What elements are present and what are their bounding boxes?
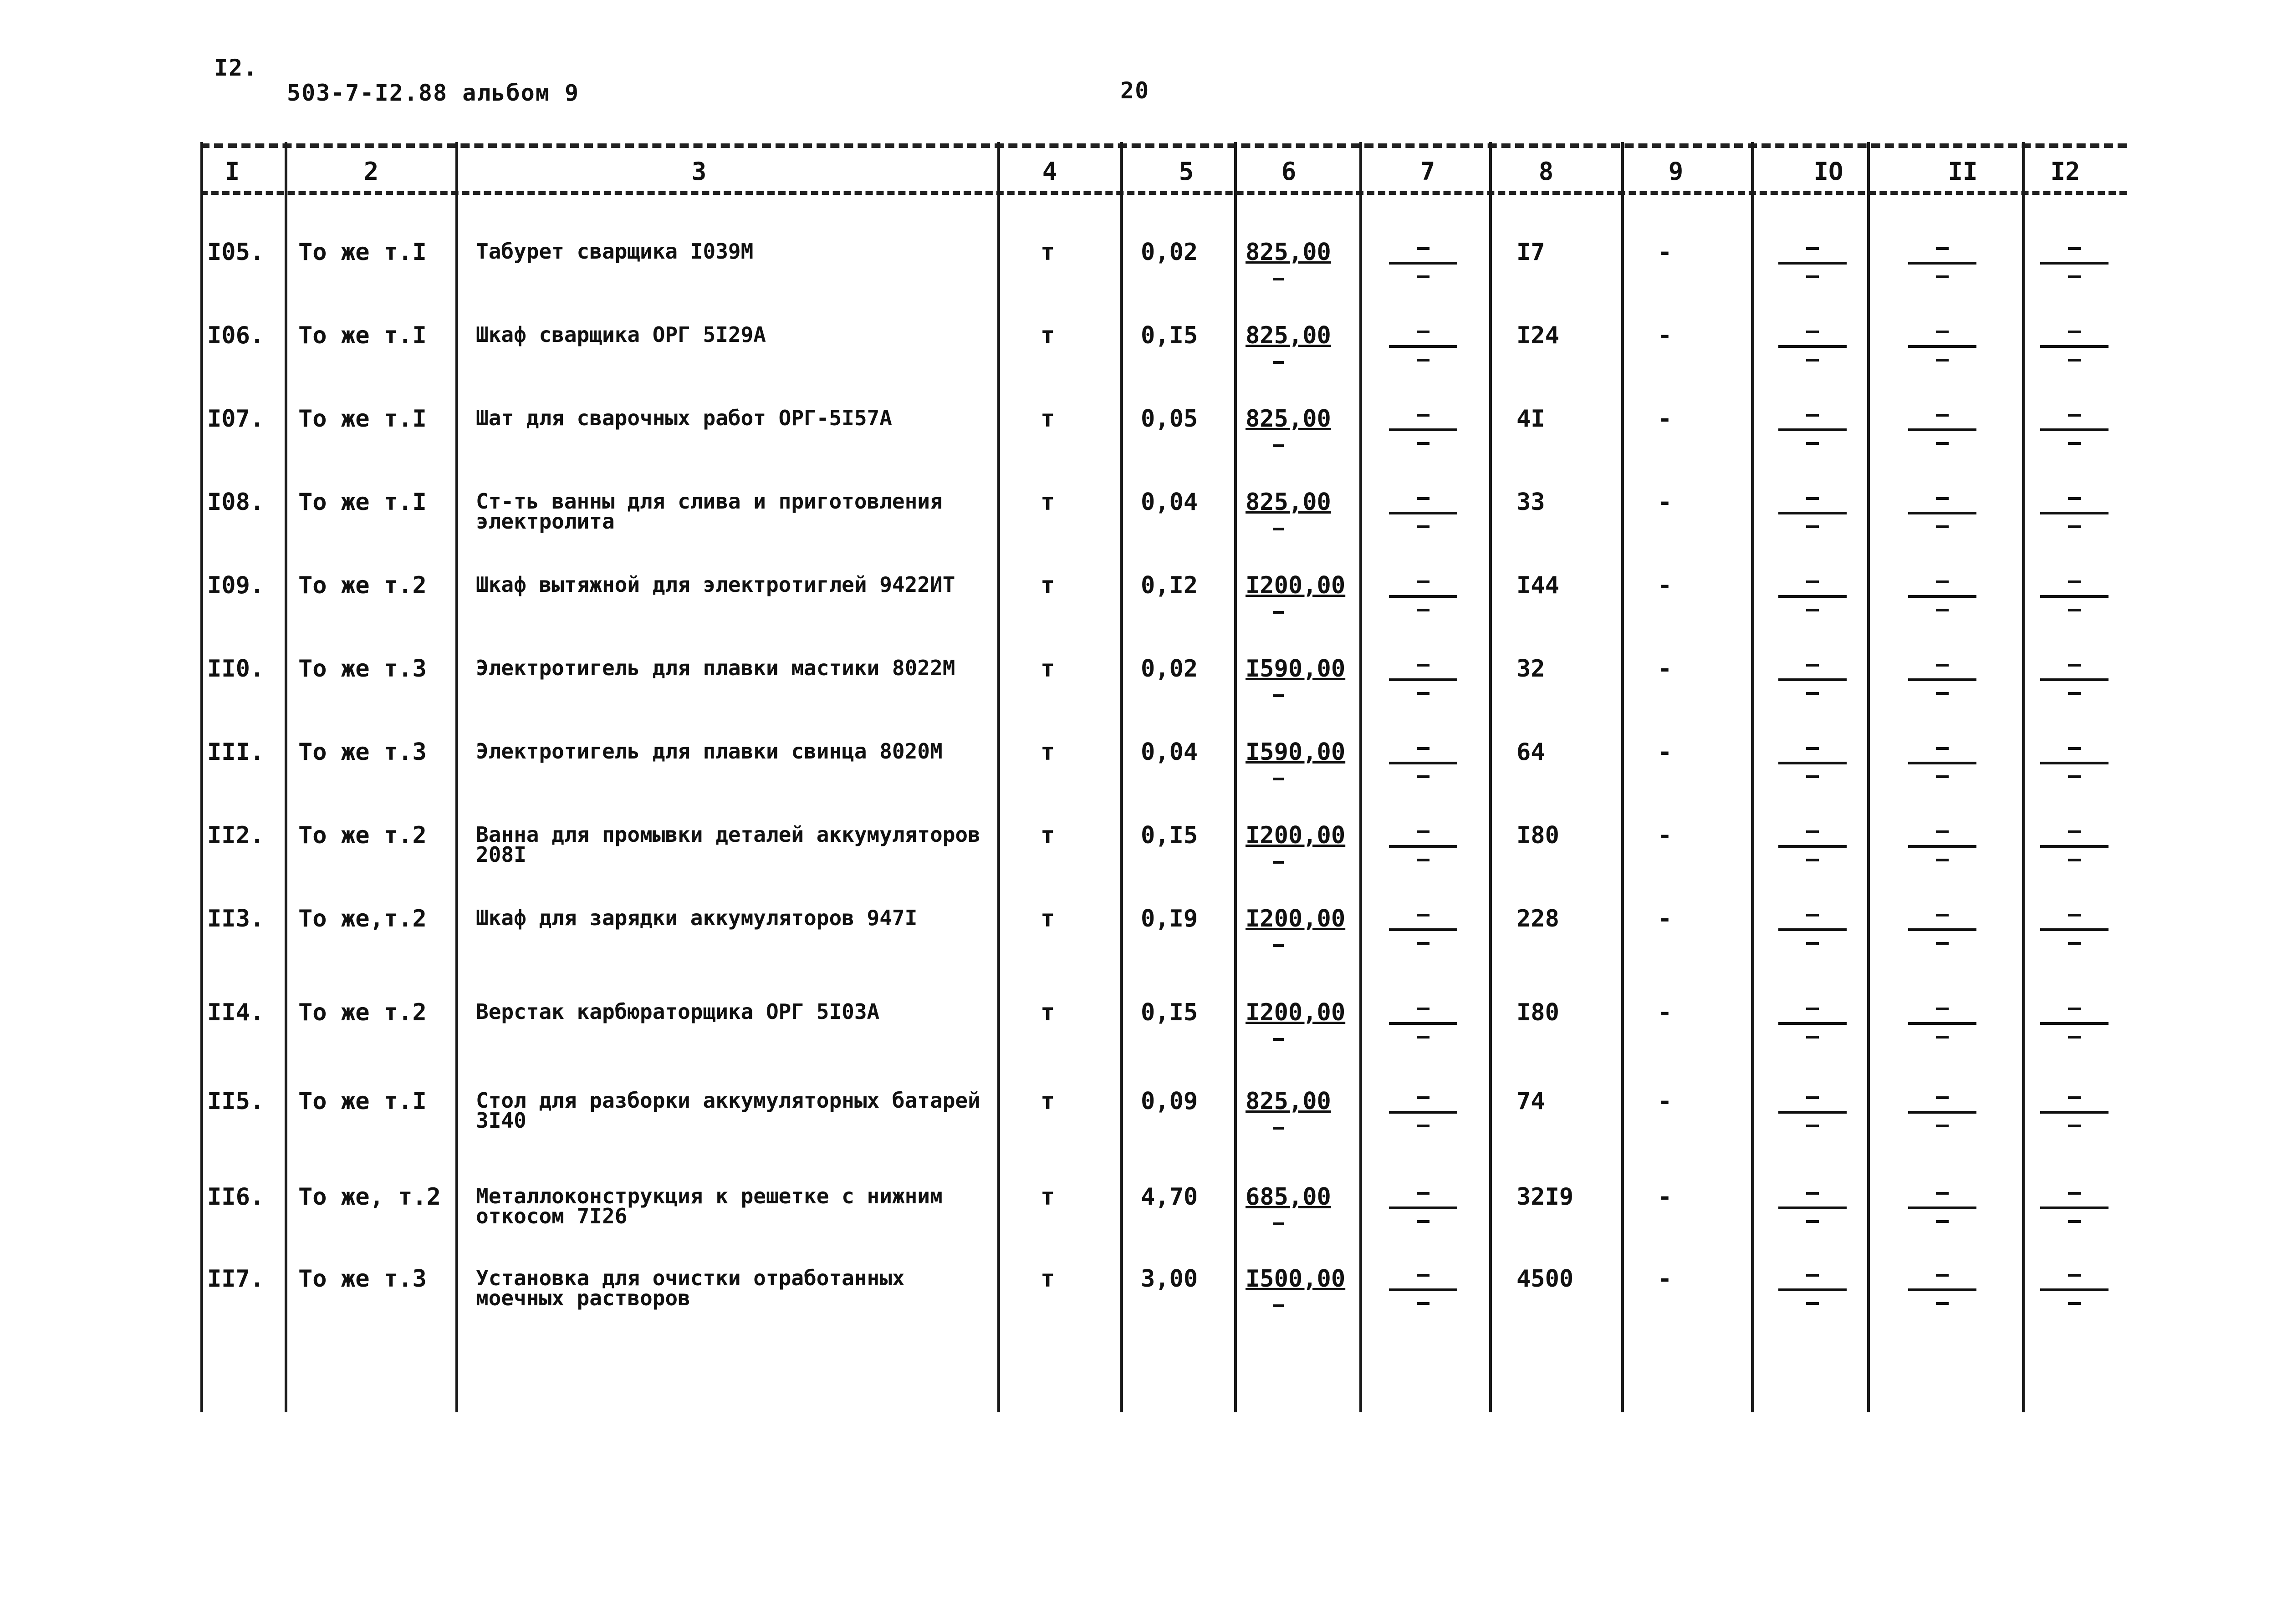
row-number: II5.: [207, 1088, 265, 1115]
column-number: 6: [1281, 157, 1297, 186]
price-sub-dash: [1273, 278, 1284, 280]
row-total: 228: [1516, 905, 1559, 932]
column-number: 4: [1042, 157, 1057, 186]
table-row: [0, 405, 2277, 491]
row-col9: -: [1658, 572, 1672, 599]
row-unit: т: [1041, 905, 1055, 932]
price-sub-dash: [1273, 1127, 1284, 1130]
table-row: [0, 572, 2277, 658]
row-item-name: Металлоконструкция к решетке с нижним откосом 7I26: [476, 1184, 943, 1228]
row-unit: т: [1041, 655, 1055, 682]
row-unit: т: [1041, 738, 1055, 766]
price-sub-dash: [1273, 1304, 1284, 1307]
price-sub-dash: [1273, 694, 1284, 697]
row-number: I06.: [207, 322, 265, 349]
row-unit: т: [1041, 822, 1055, 849]
column-number: 3: [691, 157, 707, 186]
row-unit: т: [1041, 1183, 1055, 1211]
row-col9: -: [1658, 405, 1672, 433]
table-row: [0, 1090, 2277, 1174]
row-item-name: Ванна для промывки деталей аккумуляторов 208I: [476, 822, 980, 867]
price-sub-dash: [1273, 444, 1284, 447]
row-item-name: Шкаф для зарядки аккумуляторов 947I: [476, 906, 918, 930]
row-price: 825,00: [1246, 489, 1331, 516]
row-col9: -: [1658, 1088, 1672, 1115]
row-reference: То же т.I: [298, 239, 427, 266]
document-code: 503-7-I2.88 альбом 9: [287, 80, 580, 106]
column-number: IO: [1813, 157, 1843, 186]
row-unit: т: [1041, 572, 1055, 599]
row-unit: т: [1041, 1088, 1055, 1115]
row-price: 825,00: [1246, 239, 1331, 266]
table-row: [0, 322, 2277, 408]
table-row: [0, 491, 2277, 575]
row-number: II0.: [207, 655, 265, 682]
column-number: 8: [1538, 157, 1554, 186]
table-row: [0, 905, 2277, 991]
price-sub-dash: [1273, 944, 1284, 947]
table-row: [0, 738, 2277, 825]
row-reference: То же т.2: [298, 822, 427, 849]
row-total: 32: [1516, 655, 1545, 682]
row-reference: То же т.2: [298, 999, 427, 1026]
row-number: II2.: [207, 822, 265, 849]
row-price: I500,00: [1246, 1265, 1346, 1293]
row-reference: То же т.I: [298, 405, 427, 433]
page-label: I2.: [214, 55, 258, 81]
row-number: I09.: [207, 572, 265, 599]
row-number: II7.: [207, 1265, 265, 1293]
row-total: I24: [1516, 322, 1559, 349]
row-item-name: Шкаф вытяжной для электротиглей 9422ИТ: [476, 572, 955, 597]
row-reference: То же т.I: [298, 489, 427, 516]
row-number: III.: [207, 738, 265, 766]
row-price: I200,00: [1246, 999, 1346, 1026]
row-total: I80: [1516, 999, 1559, 1026]
table-header-rule: [200, 191, 2127, 195]
price-sub-dash: [1273, 1038, 1284, 1041]
row-number: II3.: [207, 905, 265, 932]
row-quantity: 0,I5: [1141, 322, 1198, 349]
row-quantity: 0,04: [1141, 489, 1198, 516]
price-sub-dash: [1273, 778, 1284, 780]
row-reference: То же т.I: [298, 1088, 427, 1115]
column-number: I2: [2050, 157, 2080, 186]
row-quantity: 0,09: [1141, 1088, 1198, 1115]
row-item-name: Шкаф сварщика ОРГ 5I29А: [476, 322, 766, 347]
table-row: [0, 655, 2277, 741]
row-total: 4500: [1516, 1265, 1574, 1293]
row-total: 64: [1516, 738, 1545, 766]
row-total: 32I9: [1516, 1183, 1574, 1211]
row-col9: -: [1658, 738, 1672, 766]
row-col9: -: [1658, 1265, 1672, 1293]
row-reference: То же,т.2: [298, 905, 427, 932]
column-number: 9: [1668, 157, 1684, 186]
row-number: I05.: [207, 239, 265, 266]
row-quantity: 3,00: [1141, 1265, 1198, 1293]
row-total: I80: [1516, 822, 1559, 849]
row-unit: т: [1041, 239, 1055, 266]
row-quantity: 0,I9: [1141, 905, 1198, 932]
row-quantity: 4,70: [1141, 1183, 1198, 1211]
row-unit: т: [1041, 322, 1055, 349]
row-item-name: Стол для разборки аккумуляторных батарей 3I40: [476, 1088, 980, 1133]
price-sub-dash: [1273, 861, 1284, 864]
row-number: I08.: [207, 489, 265, 516]
row-quantity: 0,02: [1141, 655, 1198, 682]
row-number: II6.: [207, 1183, 265, 1211]
row-quantity: 0,04: [1141, 738, 1198, 766]
row-quantity: 0,02: [1141, 239, 1198, 266]
row-col9: -: [1658, 822, 1672, 849]
row-col9: -: [1658, 655, 1672, 682]
price-sub-dash: [1273, 1222, 1284, 1225]
row-item-name: Электротигель для плавки мастики 8022М: [476, 656, 955, 680]
row-reference: То же т.I: [298, 322, 427, 349]
table-row: [0, 1265, 2277, 1351]
row-col9: -: [1658, 239, 1672, 266]
column-number: I: [225, 157, 240, 186]
row-total: I44: [1516, 572, 1559, 599]
row-reference: То же т.2: [298, 572, 427, 599]
column-number: 5: [1179, 157, 1194, 186]
row-total: 33: [1516, 489, 1545, 516]
row-item-name: Ст-ть ванны для слива и приготовления электролита: [476, 489, 943, 534]
row-unit: т: [1041, 405, 1055, 433]
row-item-name: Верстак карбюраторщика ОРГ 5I03А: [476, 999, 880, 1024]
row-total: I7: [1516, 239, 1545, 266]
row-number: II4.: [207, 999, 265, 1026]
row-col9: -: [1658, 489, 1672, 516]
row-price: 685,00: [1246, 1183, 1331, 1211]
table-top-rule: [200, 143, 2127, 148]
row-reference: То же, т.2: [298, 1183, 441, 1211]
row-price: I200,00: [1246, 905, 1346, 932]
row-item-name: Табурет сварщика I039М: [476, 239, 754, 264]
table-row: [0, 822, 2277, 908]
row-col9: -: [1658, 322, 1672, 349]
price-sub-dash: [1273, 361, 1284, 364]
row-number: I07.: [207, 405, 265, 433]
row-item-name: Установка для очистки отработанных моечных растворов: [476, 1266, 905, 1310]
row-price: I590,00: [1246, 738, 1346, 766]
row-total: 4I: [1516, 405, 1545, 433]
price-sub-dash: [1273, 611, 1284, 614]
row-price: 825,00: [1246, 1088, 1331, 1115]
column-number: 2: [363, 157, 379, 186]
row-quantity: 0,I5: [1141, 999, 1198, 1026]
row-price: 825,00: [1246, 405, 1331, 433]
column-number: II: [1948, 157, 1978, 186]
row-quantity: 0,I2: [1141, 572, 1198, 599]
row-col9: -: [1658, 1183, 1672, 1211]
table-row: [0, 1183, 2277, 1269]
page-number: 20: [1120, 77, 1150, 104]
row-reference: То же т.3: [298, 738, 427, 766]
row-item-name: Шат для сварочных работ ОРГ-5I57А: [476, 406, 892, 430]
table-row: [0, 241, 2277, 325]
row-price: 825,00: [1246, 322, 1331, 349]
row-col9: -: [1658, 999, 1672, 1026]
row-unit: т: [1041, 999, 1055, 1026]
row-item-name: Электротигель для плавки свинца 8020М: [476, 739, 943, 764]
row-total: 74: [1516, 1088, 1545, 1115]
column-number: 7: [1420, 157, 1435, 186]
row-col9: -: [1658, 905, 1672, 932]
row-price: I200,00: [1246, 822, 1346, 849]
row-price: I200,00: [1246, 572, 1346, 599]
row-unit: т: [1041, 1265, 1055, 1293]
row-quantity: 0,I5: [1141, 822, 1198, 849]
row-reference: То же т.3: [298, 655, 427, 682]
row-unit: т: [1041, 489, 1055, 516]
row-quantity: 0,05: [1141, 405, 1198, 433]
table-row: [0, 999, 2277, 1085]
price-sub-dash: [1273, 528, 1284, 530]
row-reference: То же т.3: [298, 1265, 427, 1293]
row-price: I590,00: [1246, 655, 1346, 682]
